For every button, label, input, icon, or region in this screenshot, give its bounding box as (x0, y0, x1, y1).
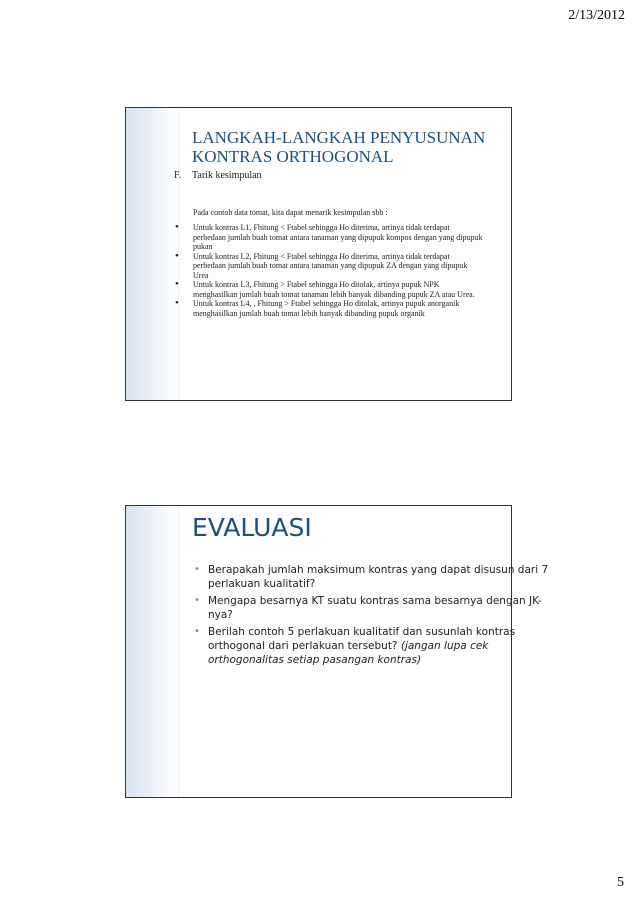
bullet-icon: • (194, 595, 200, 606)
question-list (194, 563, 554, 670)
list-item-text: Untuk kontras L1, Fhitung < Ftabel sehingga Ho diterima, artinya tidak terdapat perbedaan jumlah buah tomat antara tanaman yang dipupuk kompos dengan yang dipupuk pukan (193, 223, 483, 251)
slide-title: LANGKAH-LANGKAH PENYUSUNAN KONTRAS ORTHOGONAL (192, 128, 486, 166)
section-heading (174, 170, 262, 181)
bullet-icon: • (194, 626, 200, 637)
slide-sidebar-gradient (126, 506, 170, 797)
slide-langkah (125, 107, 512, 401)
slide-sidebar-gradient (126, 108, 170, 400)
list-item (194, 625, 554, 667)
slide-evaluasi (125, 505, 549, 798)
bullet-icon: • (175, 278, 179, 290)
list-item-text: Mengapa besarnya KT suatu kontras sama besarnya dengan JK-nya? (208, 595, 542, 621)
list-item-text: Untuk kontras L3, Fhitung > Ftabel sehingga Ho ditolak, artinya pupuk NPK menghasilkan jumlah buah tomat tanaman lebih banyak dibanding pupuk ZA atau Urea. (193, 280, 475, 299)
intro-text: Pada contoh data tomat, kita dapat menarik kesimpulan sbb : (193, 208, 388, 217)
bullet-icon: • (194, 564, 200, 575)
bullet-icon: • (175, 249, 179, 262)
list-item-italic-note: (jangan lupa cek orthogonalitas setiap pasangan kontras) (208, 640, 489, 666)
list-item (174, 249, 484, 281)
list-item (194, 594, 554, 622)
print-date: 2/13/2012 (568, 8, 625, 23)
list-item-text: Untuk kontras L4, , Fhitung > Ftabel sehingga Ho ditolak, artinya pupuk anorganik menghasilkan jumlah buah tomat lebih banyak dibanding pupuk organik (193, 299, 460, 318)
page-number: 5 (617, 875, 624, 890)
bullet-icon: • (175, 221, 179, 233)
list-item (174, 223, 484, 252)
section-letter: F. (174, 170, 182, 181)
list-item-text: Berilah contoh 5 perlakuan kualitatif dan susunlah kontras orthogonal dari perlakuan tersebut? (208, 626, 516, 652)
slide-accent-line (178, 506, 179, 797)
list-item-text: Berapakah jumlah maksimum kontras yang dapat disusun dari 7 perlakuan kualitatif? (208, 564, 549, 590)
slide-title: EVALUASI (192, 513, 312, 542)
list-item (194, 563, 554, 591)
bullet-icon: • (175, 297, 179, 309)
list-item (174, 280, 484, 299)
list-item-text: Untuk kontras L2, Fhitung < Ftabel sehingga Ho diterima, artinya tidak terdapat perbedaan jumlah buah tomat antara tanaman yang dipupuk ZA dengan yang dipupuk Urea (193, 251, 468, 280)
conclusion-list (174, 223, 484, 318)
section-title: Tarik kesimpulan (192, 170, 262, 181)
list-item (174, 299, 484, 318)
